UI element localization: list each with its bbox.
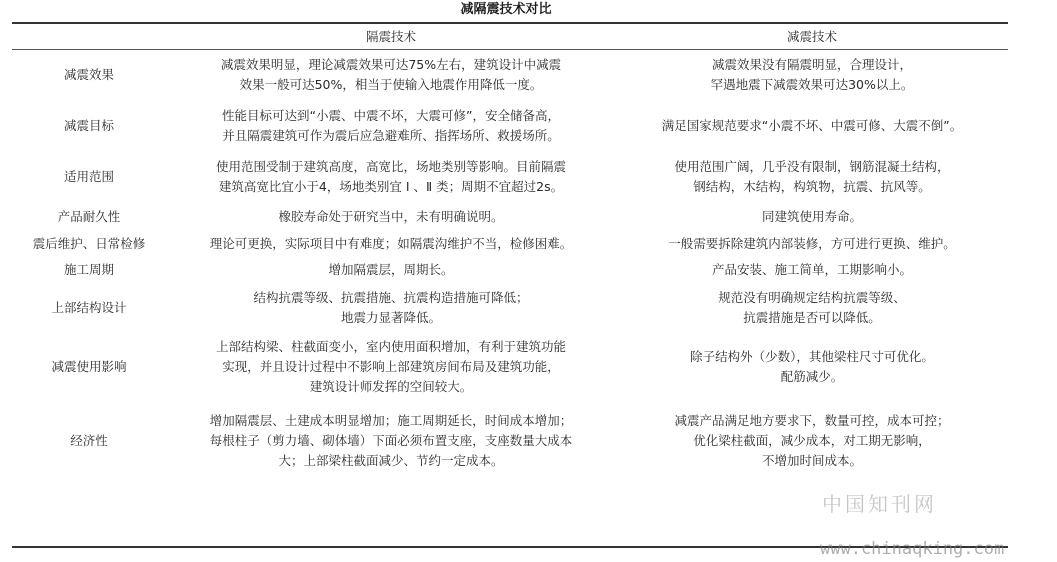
header-damping: 减震技术 [786, 28, 837, 44]
damping-text-line: 罕遇地震下减震效果可达30%以上。 [710, 77, 914, 92]
isolation-text-line: 使用范围受制于建筑高度，高宽比，场地类别等影响。目前隔震 [215, 159, 566, 174]
header-corner [12, 24, 166, 49]
damping-text-line: 产品安装、施工简单，工期影响小。 [711, 262, 912, 277]
row-label: 施工周期 [63, 262, 114, 277]
watermark-logo-text: 中国知刊网 [822, 492, 937, 516]
damping-text-line: 配筋减少。 [780, 369, 844, 384]
table-row [12, 203, 1008, 230]
damping-text-line: 除子结构外（少数），其他梁柱尺寸可优化。 [690, 349, 934, 364]
isolation-text-line: 橡胶寿命处于研究当中，未有明确说明。 [278, 208, 504, 224]
isolation-cell [166, 401, 616, 481]
table-row [12, 151, 1008, 203]
row-label: 震后维护、日常检修 [32, 235, 146, 251]
damping-cell [616, 257, 1008, 283]
damping-text-line: 规范没有明确规定结构抗震等级、 [718, 290, 906, 305]
damping-cell [616, 401, 1008, 481]
isolation-text-line: 增加隔震层、土建成本明显增加；施工周期延长，时间成本增加； [209, 413, 573, 428]
isolation-text-line: 效果一般可达50%，相当于使输入地震作用降低一度。 [239, 77, 543, 92]
table-row [12, 230, 1008, 257]
table-row [12, 49, 1008, 101]
damping-cell [616, 203, 1008, 230]
isolation-text-line: 建筑设计师发挥的空间较大。 [309, 379, 473, 394]
isolation-cell [166, 230, 616, 257]
watermark-url: www.chinaqking.com [820, 539, 1005, 559]
damping-cell [616, 333, 1008, 401]
comparison-table [12, 24, 1008, 481]
isolation-text-line: 理论可更换，实际项目中有难度；如隔震沟维护不当，检修困难。 [209, 235, 573, 251]
isolation-text-line: 减震效果明显，理论减震效果可达75%左右，建筑设计中减震 [220, 57, 562, 72]
row-label: 减震效果 [63, 67, 114, 82]
damping-text-line: 使用范围广阔，几乎没有限制，钢筋混凝土结构， [674, 159, 950, 174]
header-row [12, 24, 1008, 49]
row-label: 减震使用影响 [51, 359, 127, 374]
table-row [12, 257, 1008, 283]
damping-text-line: 优化梁柱截面，减少成本，对工期无影响， [693, 433, 931, 448]
isolation-cell [166, 101, 616, 151]
damping-text-line: 满足国家规范要求“小震不坏、中震可修、大震不倒”。 [661, 118, 963, 133]
row-label: 上部结构设计 [51, 300, 127, 315]
damping-cell [616, 151, 1008, 203]
isolation-cell [166, 151, 616, 203]
row-label: 经济性 [70, 433, 108, 448]
isolation-text-line: 地震力显著降低。 [340, 310, 441, 325]
isolation-cell [166, 283, 616, 333]
damping-text-line: 减震效果没有隔震明显，合理设计， [711, 57, 912, 72]
damping-cell [616, 230, 1008, 257]
table-row [12, 333, 1008, 401]
isolation-text-line: 增加隔震层，周期长。 [328, 262, 454, 277]
damping-text-line: 同建筑使用寿命。 [761, 208, 862, 224]
isolation-text-line: 每根柱子（剪力墙、砌体墙）下面必须布置支座，支座数量大成本 [209, 433, 573, 448]
header-isolation: 隔震技术 [365, 28, 416, 44]
isolation-cell [166, 49, 616, 101]
isolation-cell [166, 257, 616, 283]
table-title: 减隔震技术对比 [460, 2, 552, 17]
row-label: 减震目标 [63, 118, 114, 133]
isolation-cell [166, 333, 616, 401]
isolation-text-line: 大；上部梁柱截面减少、节约一定成本。 [278, 453, 504, 468]
damping-text-line: 不增加时间成本。 [761, 453, 862, 468]
damping-text-line: 钢结构，木结构，构筑物，抗震、抗风等。 [693, 179, 931, 194]
isolation-text-line: 并且隔震建筑可作为震后应急避难所、指挥场所、救援场所。 [222, 128, 560, 143]
row-label: 产品耐久性 [57, 208, 121, 224]
damping-text-line: 一般需要拆除建筑内部装修，方可进行更换、维护。 [668, 235, 956, 251]
isolation-text-line: 上部结构梁、柱截面变小，室内使用面积增加，有利于建筑功能 [215, 339, 566, 354]
isolation-text-line: 结构抗震等级、抗震措施、抗震构造措施可降低； [253, 290, 529, 305]
table-row [12, 283, 1008, 333]
damping-text-line: 减震产品满足地方要求下，数量可控，成本可控； [674, 413, 950, 428]
isolation-text-line: 性能目标可达到“小震、中震不坏，大震可修”，安全储备高， [222, 108, 560, 123]
row-label: 适用范围 [63, 169, 114, 184]
damping-text-line: 抗震措施是否可以降低。 [743, 310, 881, 325]
isolation-text-line: 实现，并且设计过程中不影响上部建筑房间布局及建筑功能， [222, 359, 560, 374]
damping-cell [616, 283, 1008, 333]
table-row [12, 401, 1008, 481]
table-row [12, 101, 1008, 151]
damping-cell [616, 101, 1008, 151]
isolation-text-line: 建筑高宽比宜小于4，场地类别宜 Ⅰ 、Ⅱ 类；周期不宜超过2s。 [218, 179, 564, 194]
isolation-cell [166, 203, 616, 230]
damping-cell [616, 49, 1008, 101]
